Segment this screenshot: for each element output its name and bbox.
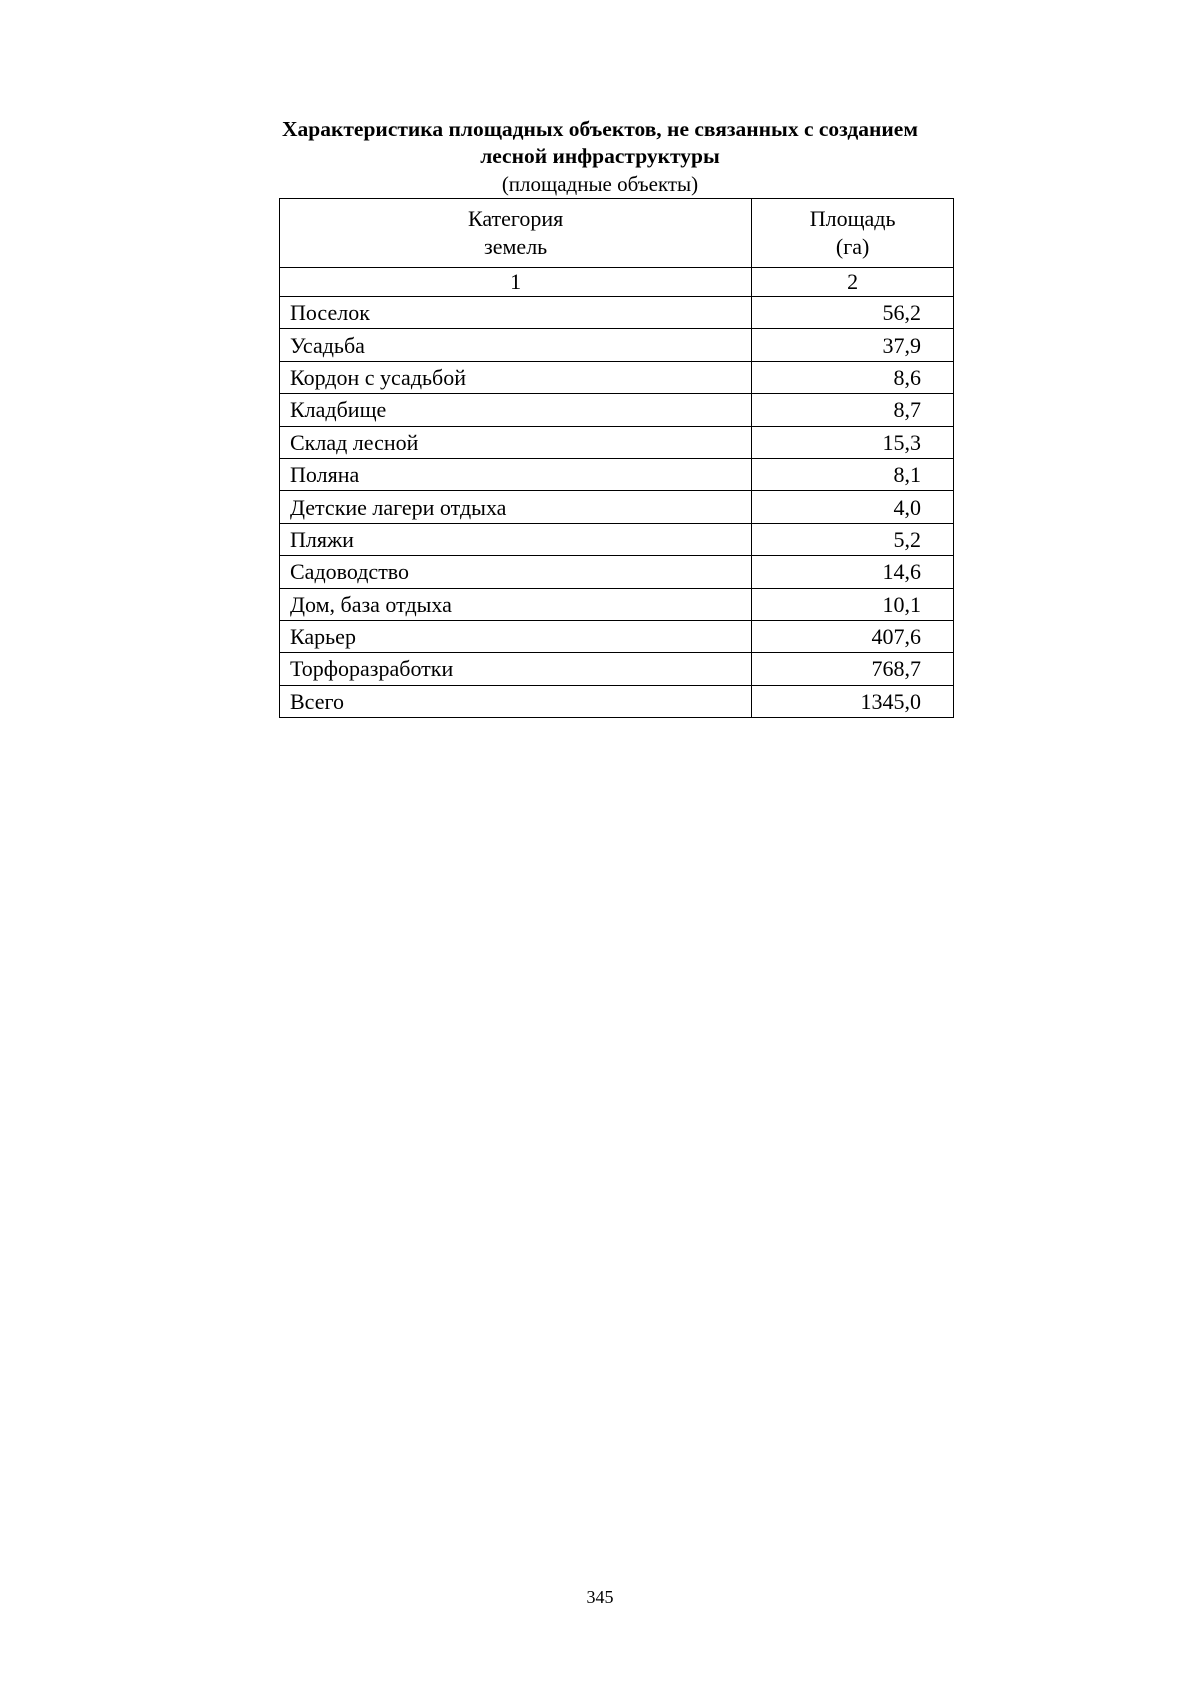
land-category-table — [279, 198, 954, 718]
table-row — [280, 491, 954, 523]
land-category-cell: Склад лесной — [280, 426, 752, 458]
area-value-cell: 10,1 — [752, 588, 954, 620]
column-header-area-line-1: Площадь — [809, 206, 896, 231]
area-value-cell: 5,2 — [752, 523, 954, 555]
land-category-cell: Карьер — [280, 620, 752, 652]
column-header-category — [280, 199, 752, 268]
table-row — [280, 458, 954, 490]
table-row — [280, 394, 954, 426]
table-header-row — [280, 199, 954, 268]
column-header-area — [752, 199, 954, 268]
page-title-line-2: лесной инфраструктуры — [480, 144, 720, 168]
area-value-cell: 768,7 — [752, 653, 954, 685]
table-row — [280, 523, 954, 555]
land-category-cell: Всего — [280, 685, 752, 717]
column-number-2: 2 — [752, 268, 954, 297]
area-value-cell: 8,7 — [752, 394, 954, 426]
page-title — [150, 116, 1050, 170]
table-row — [280, 426, 954, 458]
table-row — [280, 329, 954, 361]
column-header-area-line-2: (га) — [835, 234, 870, 259]
table-row — [280, 297, 954, 329]
area-value-cell: 407,6 — [752, 620, 954, 652]
area-value-cell: 8,1 — [752, 458, 954, 490]
land-category-cell: Усадьба — [280, 329, 752, 361]
table-row — [280, 361, 954, 393]
table-row — [280, 588, 954, 620]
table-row — [280, 620, 954, 652]
table-row — [280, 556, 954, 588]
column-number-1: 1 — [280, 268, 752, 297]
land-category-cell: Кладбище — [280, 394, 752, 426]
land-category-cell: Пляжи — [280, 523, 752, 555]
area-value-cell: 1345,0 — [752, 685, 954, 717]
land-category-cell: Дом, база отдыха — [280, 588, 752, 620]
area-value-cell: 56,2 — [752, 297, 954, 329]
table-row — [280, 653, 954, 685]
table-row — [280, 685, 954, 717]
land-category-cell: Садоводство — [280, 556, 752, 588]
land-category-cell: Детские лагери отдыха — [280, 491, 752, 523]
column-header-category-line-2: земель — [484, 234, 548, 259]
column-number-row — [280, 268, 954, 297]
page-number: 345 — [586, 1587, 614, 1607]
land-category-cell: Торфоразработки — [280, 653, 752, 685]
land-category-cell: Поселок — [280, 297, 752, 329]
area-value-cell: 15,3 — [752, 426, 954, 458]
page-subtitle: (площадные объекты) — [501, 172, 699, 196]
area-value-cell: 14,6 — [752, 556, 954, 588]
land-category-cell: Поляна — [280, 458, 752, 490]
column-header-category-line-1: Категория — [467, 206, 564, 231]
area-value-cell: 4,0 — [752, 491, 954, 523]
land-category-cell: Кордон с усадьбой — [280, 361, 752, 393]
table-body — [280, 297, 954, 718]
area-value-cell: 37,9 — [752, 329, 954, 361]
page-title-line-1: Характеристика площадных объектов, не связанных с созданием — [282, 117, 918, 141]
area-value-cell: 8,6 — [752, 361, 954, 393]
